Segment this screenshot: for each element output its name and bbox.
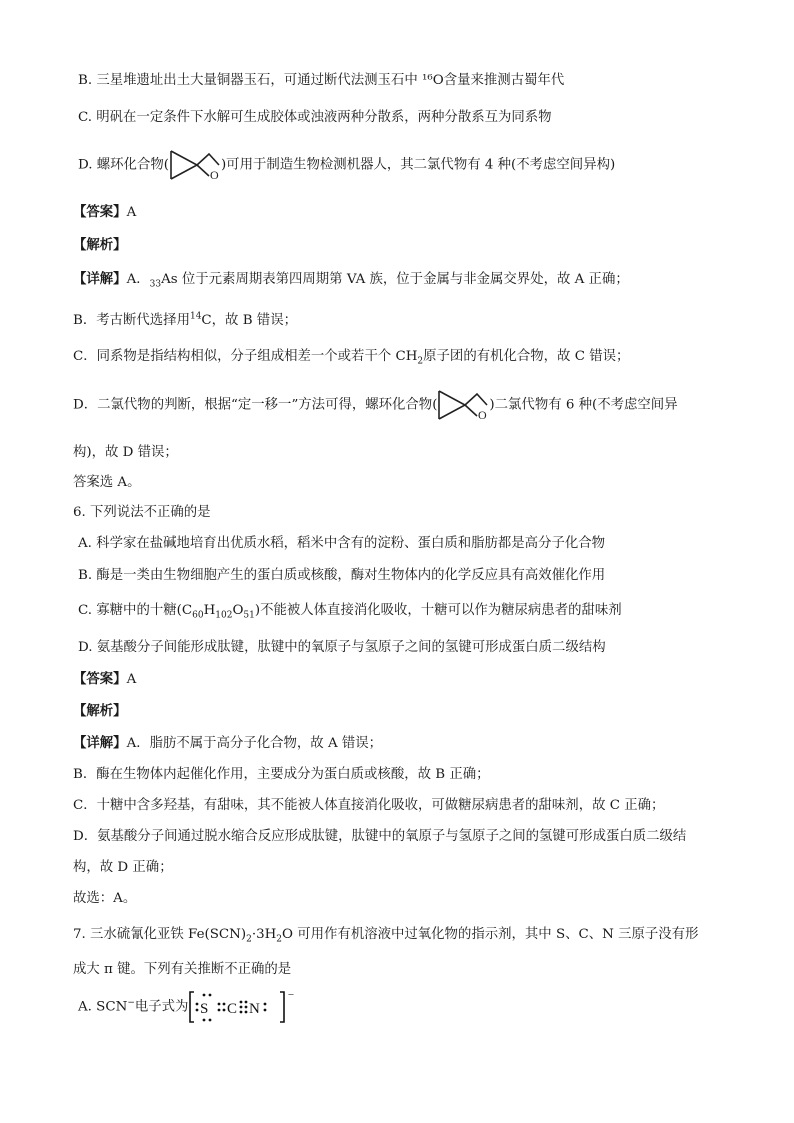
svg-text:O: O (478, 408, 488, 422)
q5-detail-d-cont-text: 构)，故 D 错误； (73, 445, 178, 460)
analysis-label: 【解析】 (73, 703, 127, 719)
oxygen-count-sub: 51 (243, 610, 255, 621)
q6-detail-b-text: B．酶在生物体内起催化作用，主要成分为蛋白质或核酸，故 B 正确； (73, 767, 490, 782)
oxygen-symbol: O (232, 603, 244, 618)
q5-detail-a-text: As 位于元素周期表第四周期第 VA 族，位于金属与非金属交界处，故 A 正确； (161, 272, 629, 287)
detail-label: 【详解】 (73, 271, 127, 287)
q5-detail-b-pre: B．考古断代选择用 (73, 313, 190, 328)
q5-detail-a (73, 270, 629, 289)
q5-option-b (78, 72, 564, 90)
q6-option-d-text: D. 氨基酸分子间能形成肽键，肽键中的氧原子与氢原子之间的氢键可形成蛋白质二级结构 (78, 640, 606, 655)
hydrogen-count-sub: 102 (215, 610, 233, 621)
q6-option-d (78, 639, 606, 657)
q5-detail-b-post: C，故 B 错误； (201, 313, 297, 328)
q5-detail-d (73, 396, 678, 422)
answer-value: A (126, 672, 137, 687)
q7-option-a-pre: A. SCN (78, 999, 128, 1015)
q6-option-b-text: B. 酶是一类由生物细胞产生的蛋白质或核酸，酶对生物体内的化学反应具有高效催化作用 (78, 568, 606, 583)
q7-stem (73, 926, 698, 944)
lewis-atom-n: N (249, 1001, 261, 1017)
q6-detail-d-cont (73, 859, 173, 877)
q6-option-a (78, 535, 605, 553)
q7-option-a (78, 989, 295, 1017)
q6-conclusion (73, 890, 136, 908)
q5-analysis (73, 236, 127, 255)
q6-stem-text: 6. 下列说法不正确的是 (73, 505, 211, 520)
q5-detail-a-pre: A． (126, 272, 150, 287)
q5-option-b-text: B. 三星堆遗址出土大量铜器玉石，可通过断代法测玉石中 ¹⁶O含量来推测古蜀年代 (78, 73, 565, 88)
q6-option-b (78, 567, 605, 585)
q6-answer (73, 670, 136, 689)
q5-detail-c-post: 原子团的有机化合物，故 C 错误； (423, 349, 630, 364)
q5-option-c-text: C. 明矾在一定条件下水解可生成胶体或浊液两种分散系，两种分散系互为同系物 (78, 110, 552, 125)
q5-conclusion-text: 答案选 A。 (73, 475, 141, 490)
lewis-charge: − (288, 989, 295, 1001)
q5-detail-d-pre: D．二氯代物的判断，根据“定一移一”方法可得，螺环化合物( (73, 397, 438, 413)
q7-stem-post: O 可用作有机溶液中过氧化物的指示剂，其中 S、C、N 三原子没有形 (282, 927, 699, 942)
q6-detail-d (73, 828, 686, 846)
carbon-count-sub: 60 (192, 610, 204, 621)
q6-detail-d-cont-text: 构，故 D 正确； (73, 860, 173, 875)
spiro-compound-structure (169, 148, 221, 182)
answer-label: 【答案】 (73, 671, 127, 687)
lewis-atom-s: S (200, 1001, 209, 1017)
ch2-sub: 2 (417, 356, 424, 367)
q5-conclusion (73, 474, 141, 492)
q6-detail-a (73, 734, 382, 753)
answer-label: 【答案】 (73, 204, 127, 220)
ion-charge-sup: − (127, 998, 135, 1009)
atomic-number-sub: 33 (149, 279, 162, 290)
q5-option-d (78, 156, 616, 182)
analysis-label: 【解析】 (73, 237, 127, 253)
q5-option-d-pre: D. 螺环化合物( (78, 157, 169, 173)
q7-option-a-post: 电子式为 (134, 999, 189, 1015)
q7-stem-cont (73, 961, 291, 979)
q6-detail-c-text: C．十糖中含多羟基，有甜味，其不能被人体直接消化吸收，可做糖尿病患者的甜味剂，故 C 正确； (73, 798, 665, 813)
q5-option-d-post: )可用于制造生物检测机器人，其二氯代物有 4 种(不考虑空间异构) (220, 157, 616, 173)
spiro-compound-structure (437, 388, 489, 422)
q6-option-c-post: )不能被人体直接消化吸收，十糖可以作为糖尿病患者的甜味剂 (254, 603, 622, 618)
q7-stem-mid: ·3H (251, 927, 277, 942)
q6-detail-a-text: A．脂肪不属于高分子化合物，故 A 错误； (126, 736, 383, 751)
q5-option-c (78, 109, 552, 127)
scn-count-sub: 2 (246, 934, 252, 945)
q6-option-a-text: A. 科学家在盐碱地培育出优质水稻，稻米中含有的淀粉、蛋白质和脂肪都是高分子化合物 (78, 536, 606, 551)
q5-detail-d-cont (73, 444, 178, 462)
q6-analysis (73, 702, 127, 721)
detail-label: 【详解】 (73, 735, 127, 751)
q6-conclusion-text: 故选：A。 (73, 891, 137, 906)
q5-detail-b (73, 312, 297, 330)
q5-detail-d-post: )二氯代物有 6 种(不考虑空间异 (489, 397, 678, 413)
q6-detail-b (73, 766, 490, 784)
q7-stem-cont-text: 成大 π 键。下列有关推断不正确的是 (73, 962, 292, 977)
q6-option-c (78, 602, 622, 620)
q7-stem-pre: 7. 三水硫氰化亚铁 Fe(SCN) (73, 927, 247, 942)
q6-option-c-pre: C. 寡糖中的十糖(C (78, 603, 193, 618)
lewis-atom-c: C (227, 1001, 238, 1017)
mass-number-sup: 14 (189, 311, 202, 322)
q5-detail-c-pre: C．同系物是指结构相似，分子组成相差一个或若干个 CH (73, 349, 418, 364)
q5-answer (73, 203, 136, 222)
scn-lewis-structure (188, 989, 294, 1025)
q5-detail-c (73, 348, 629, 366)
water-h-sub: 2 (276, 934, 283, 945)
q6-stem (73, 504, 211, 522)
answer-value: A (126, 205, 137, 220)
hydrogen-symbol: H (203, 603, 216, 618)
q6-detail-c (73, 797, 664, 815)
svg-text:O: O (209, 168, 219, 182)
q6-detail-d-text: D．氨基酸分子间通过脱水缩合反应形成肽键，肽键中的氧原子与氢原子之间的氢键可形成蛋白质二级结 (73, 829, 687, 844)
